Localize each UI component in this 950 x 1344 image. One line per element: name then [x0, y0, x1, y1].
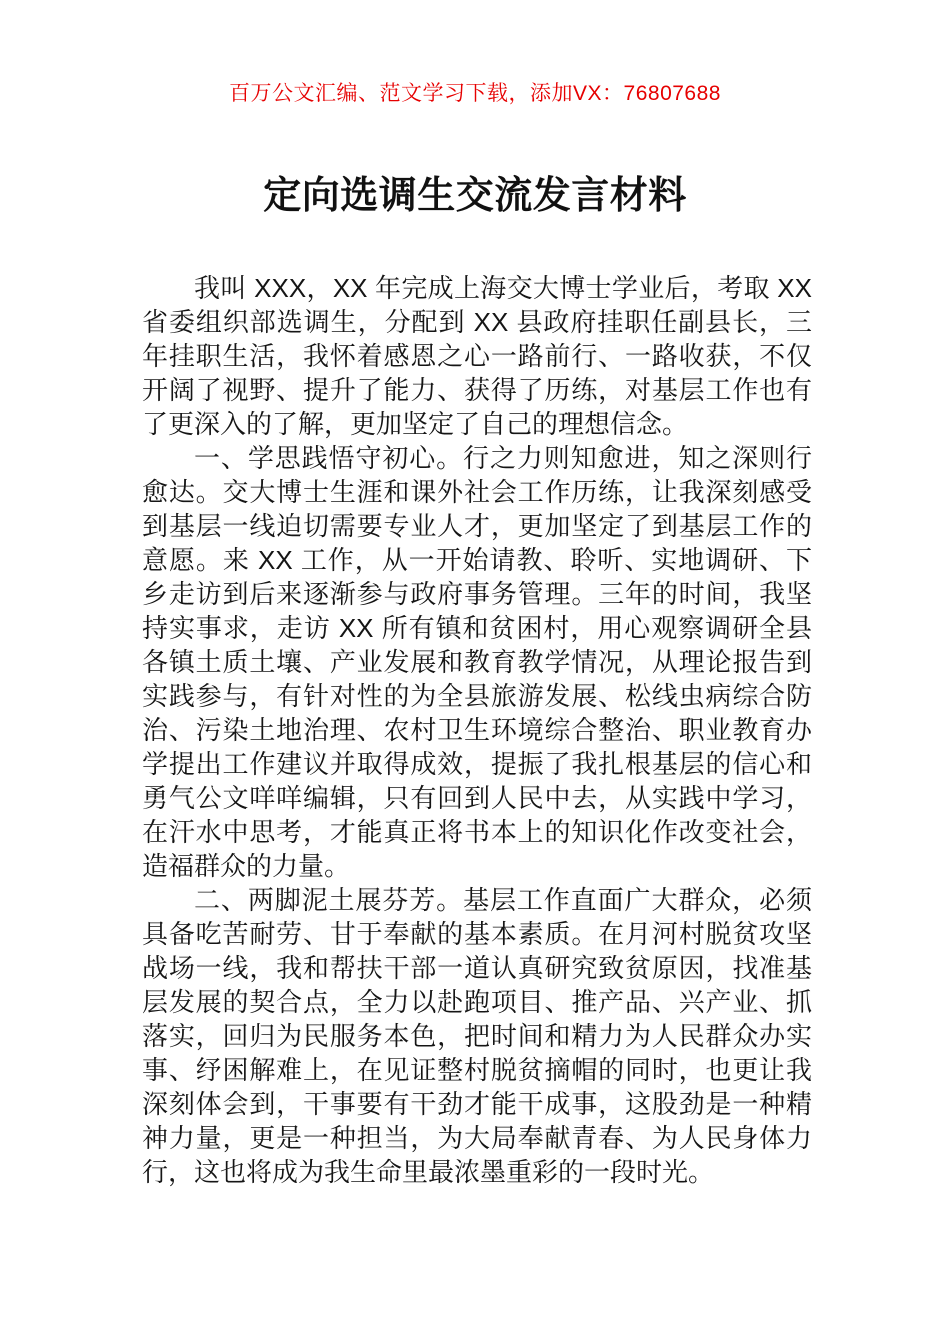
paragraph-intro: 我叫 XXX，XX 年完成上海交大博士学业后，考取 XX 省委组织部选调生，分配到 XX 县政府挂职任副县长，三年挂职生活，我怀着感恩之心一路前行、一路收获，不仅开阔了视野、提升了能力、获得了历练，对基层工作也有了更深入的了解，更加坚定了自己的理想信念。 [142, 273, 812, 439]
paragraph-section-1: 一、学思践悟守初心。行之力则知愈进，知之深则行愈达。交大博士生涯和课外社会工作历练，让我深刻感受到基层一线迫切需要专业人才，更加坚定了到基层工作的意愿。来 XX 工作，从一开始请教、聆听、实地调研、下乡走访到后来逐渐参与政府事务管理。三年的时间，我坚持实事求，走访 XX 所有镇和贫困村，用心观察调研全县各镇土质土壤、产业发展和教育教学情况，从理论报告到实践参与，有针对性的为全县旅游发展、松线虫病综合防治、污染土地治理、农村卫生环境综合整治、职业教育办学提出工作建议并取得成效，提振了我扎根基层的信心和勇气公文咩咩编辑，只有回到人民中去，从实践中学习，在汗水中思考，才能真正将书本上的知识化作改变社会，造福群众的力量。 [142, 443, 812, 881]
paragraph-section-2: 二、两脚泥土展芬芳。基层工作直面广大群众，必须具备吃苦耐劳、甘于奉献的基本素质。在月河村脱贫攻坚战场一线，我和帮扶干部一道认真研究致贫原因，找准基层发展的契合点，全力以赴跑项目、推产品、兴产业、抓落实，回归为民服务本色，把时间和精力为人民群众办实事、纾困解难上，在见证整村脱贫摘帽的同时，也更让我深刻体会到，干事要有干劲才能干成事，这股劲是一种精神力量，更是一种担当，为大局奉献青春、为人民身体力行，这也将成为我生命里最浓墨重彩的一段时光。 [142, 885, 812, 1187]
document-title: 定向选调生交流发言材料 [263, 175, 687, 217]
document-body [142, 271, 812, 1189]
promo-banner-text: 百万公文汇编、范文学习下载，添加VX：76807688 [229, 82, 721, 105]
